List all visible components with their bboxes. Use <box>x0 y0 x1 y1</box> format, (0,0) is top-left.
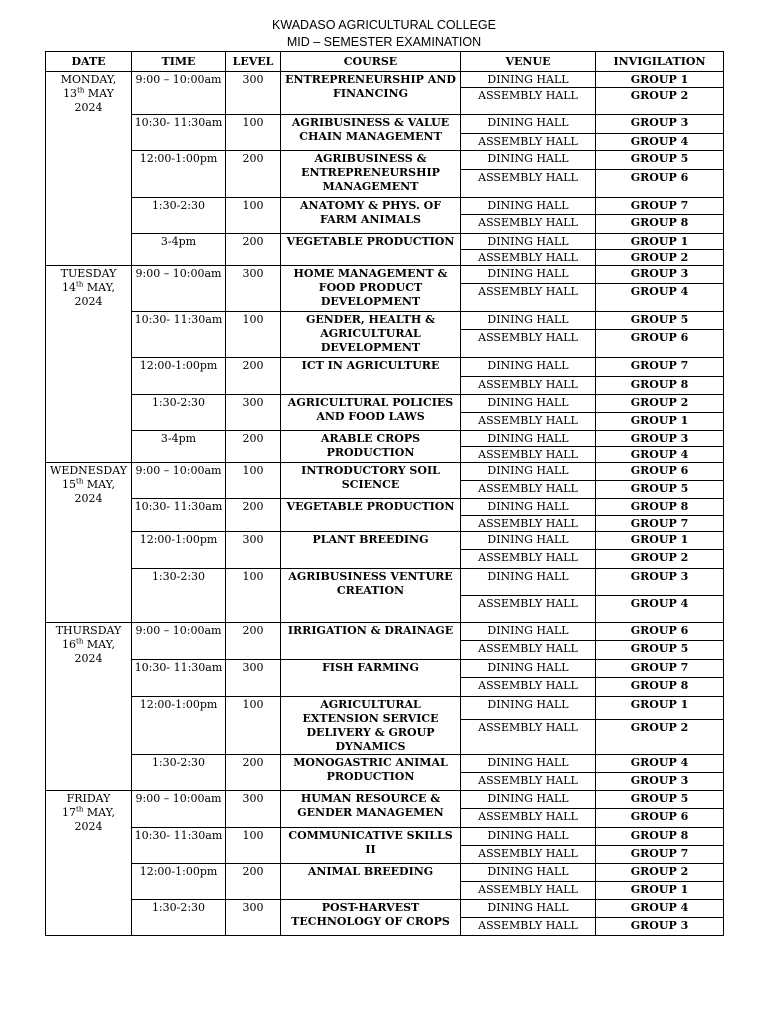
invigilation-cell: GROUP 7 <box>596 358 724 377</box>
venue-cell: DINING HALL <box>461 532 596 550</box>
date-month: MAY, <box>83 281 115 294</box>
date-suffix: th <box>76 637 84 646</box>
venue-cell: ASSEMBLY HALL <box>461 596 596 623</box>
table-row <box>46 358 724 377</box>
invigilation-cell: GROUP 4 <box>596 755 724 773</box>
table-row <box>46 864 724 882</box>
venue-cell: ASSEMBLY HALL <box>461 134 596 151</box>
invigilation-cell: GROUP 7 <box>596 846 724 864</box>
date-number: 15 <box>62 478 77 491</box>
date-suffix: th <box>77 86 85 95</box>
venue-cell: DINING HALL <box>461 755 596 773</box>
time-cell: 1:30-2:30 <box>132 900 226 936</box>
course-cell: COMMUNICATIVE SKILLS II <box>281 828 461 864</box>
date-cell <box>46 72 132 266</box>
invigilation-cell: GROUP 4 <box>596 134 724 151</box>
venue-cell: ASSEMBLY HALL <box>461 377 596 395</box>
venue-cell: DINING HALL <box>461 660 596 678</box>
level-cell: 100 <box>226 115 281 151</box>
venue-cell: DINING HALL <box>461 828 596 846</box>
course-cell: VEGETABLE PRODUCTION <box>281 499 461 532</box>
invigilation-cell: GROUP 1 <box>596 72 724 88</box>
venue-cell: DINING HALL <box>461 569 596 596</box>
day-name: WEDNESDAY <box>50 464 127 477</box>
time-cell: 12:00-1:00pm <box>132 532 226 569</box>
venue-cell: ASSEMBLY HALL <box>461 330 596 358</box>
date-year: 2024 <box>74 652 103 665</box>
venue-cell: ASSEMBLY HALL <box>461 641 596 660</box>
invigilation-cell: GROUP 3 <box>596 773 724 791</box>
venue-cell: DINING HALL <box>461 431 596 447</box>
invigilation-cell: GROUP 8 <box>596 828 724 846</box>
date-cell <box>46 623 132 791</box>
venue-cell: ASSEMBLY HALL <box>461 719 596 754</box>
time-cell: 12:00-1:00pm <box>132 697 226 755</box>
table-row <box>46 431 724 447</box>
column-header-date: DATE <box>46 52 132 72</box>
course-cell: ANIMAL BREEDING <box>281 864 461 900</box>
page-subtitle: MID – SEMESTER EXAMINATION <box>286 35 482 49</box>
exam-timetable <box>45 51 724 936</box>
time-cell: 9:00 – 10:00am <box>132 266 226 312</box>
time-cell: 9:00 – 10:00am <box>132 72 226 115</box>
table-row <box>46 697 724 720</box>
time-cell: 9:00 – 10:00am <box>132 791 226 828</box>
table-row <box>46 395 724 413</box>
venue-cell: ASSEMBLY HALL <box>461 809 596 828</box>
date-month: MAY, <box>83 478 115 491</box>
time-cell: 1:30-2:30 <box>132 395 226 431</box>
level-cell: 200 <box>226 623 281 660</box>
level-cell: 200 <box>226 358 281 395</box>
level-cell: 100 <box>226 198 281 234</box>
course-cell: AGRIBUSINESS & VALUE CHAIN MANAGEMENT <box>281 115 461 151</box>
date-number: 16 <box>62 638 77 651</box>
level-cell: 300 <box>226 900 281 936</box>
table-row <box>46 151 724 170</box>
day-name: TUESDAY <box>60 267 117 280</box>
table-row <box>46 660 724 678</box>
day-name: FRIDAY <box>66 792 111 805</box>
venue-cell: ASSEMBLY HALL <box>461 846 596 864</box>
level-cell: 100 <box>226 312 281 358</box>
level-cell: 200 <box>226 234 281 266</box>
venue-cell: DINING HALL <box>461 395 596 413</box>
venue-cell: ASSEMBLY HALL <box>461 773 596 791</box>
invigilation-cell: GROUP 3 <box>596 266 724 284</box>
time-cell: 3-4pm <box>132 234 226 266</box>
level-cell: 100 <box>226 463 281 499</box>
table-row <box>46 463 724 481</box>
course-cell: AGRICULTURAL POLICIES AND FOOD LAWS <box>281 395 461 431</box>
venue-cell: ASSEMBLY HALL <box>461 678 596 697</box>
venue-cell: DINING HALL <box>461 115 596 134</box>
date-suffix: th <box>76 805 84 814</box>
venue-cell: ASSEMBLY HALL <box>461 250 596 266</box>
table-row <box>46 623 724 641</box>
venue-cell: ASSEMBLY HALL <box>461 88 596 115</box>
invigilation-cell: GROUP 5 <box>596 481 724 499</box>
column-header-level: LEVEL <box>226 52 281 72</box>
level-cell: 200 <box>226 151 281 198</box>
course-cell: ICT IN AGRICULTURE <box>281 358 461 395</box>
time-cell: 3-4pm <box>132 431 226 463</box>
invigilation-cell: GROUP 7 <box>596 516 724 532</box>
invigilation-cell: GROUP 5 <box>596 151 724 170</box>
column-header-invigilation: INVIGILATION <box>596 52 724 72</box>
table-row <box>46 312 724 330</box>
date-number: 13 <box>63 87 78 100</box>
day-date <box>48 638 129 652</box>
venue-cell: DINING HALL <box>461 499 596 516</box>
venue-cell: ASSEMBLY HALL <box>461 550 596 569</box>
date-number: 17 <box>62 806 77 819</box>
table-row <box>46 532 724 550</box>
invigilation-cell: GROUP 2 <box>596 250 724 266</box>
course-cell: GENDER, HEALTH & AGRICULTURAL DEVELOPMENT <box>281 312 461 358</box>
invigilation-cell: GROUP 1 <box>596 532 724 550</box>
invigilation-cell: GROUP 1 <box>596 234 724 250</box>
course-cell: HUMAN RESOURCE & GENDER MANAGEMEN <box>281 791 461 828</box>
invigilation-cell: GROUP 1 <box>596 882 724 900</box>
invigilation-cell: GROUP 8 <box>596 499 724 516</box>
invigilation-cell: GROUP 2 <box>596 88 724 115</box>
day-name: MONDAY, <box>60 73 117 86</box>
invigilation-cell: GROUP 2 <box>596 550 724 569</box>
venue-cell: DINING HALL <box>461 358 596 377</box>
invigilation-cell: GROUP 4 <box>596 596 724 623</box>
venue-cell: DINING HALL <box>461 234 596 250</box>
course-cell: AGRICULTURAL EXTENSION SERVICE DELIVERY & GROUP DYNAMICS <box>281 697 461 755</box>
level-cell: 100 <box>226 569 281 623</box>
invigilation-cell: GROUP 6 <box>596 809 724 828</box>
time-cell: 1:30-2:30 <box>132 569 226 623</box>
invigilation-cell: GROUP 6 <box>596 463 724 481</box>
invigilation-cell: GROUP 5 <box>596 791 724 809</box>
invigilation-cell: GROUP 1 <box>596 413 724 431</box>
date-month: MAY, <box>83 806 115 819</box>
invigilation-cell: GROUP 2 <box>596 864 724 882</box>
course-cell: HOME MANAGEMENT & FOOD PRODUCT DEVELOPMENT <box>281 266 461 312</box>
level-cell: 300 <box>226 660 281 697</box>
level-cell: 200 <box>226 499 281 532</box>
date-suffix: th <box>76 477 84 486</box>
venue-cell: ASSEMBLY HALL <box>461 413 596 431</box>
venue-cell: ASSEMBLY HALL <box>461 882 596 900</box>
table-row <box>46 266 724 284</box>
column-header-venue: VENUE <box>461 52 596 72</box>
invigilation-cell: GROUP 3 <box>596 918 724 936</box>
venue-cell: ASSEMBLY HALL <box>461 170 596 198</box>
date-year: 2024 <box>74 492 103 505</box>
course-cell: VEGETABLE PRODUCTION <box>281 234 461 266</box>
day-date <box>48 806 129 820</box>
date-month: MAY, <box>83 638 115 651</box>
invigilation-cell: GROUP 4 <box>596 900 724 918</box>
table-row <box>46 198 724 215</box>
level-cell: 300 <box>226 266 281 312</box>
level-cell: 200 <box>226 864 281 900</box>
invigilation-cell: GROUP 8 <box>596 377 724 395</box>
invigilation-cell: GROUP 3 <box>596 569 724 596</box>
invigilation-cell: GROUP 2 <box>596 395 724 413</box>
table-row <box>46 791 724 809</box>
venue-cell: ASSEMBLY HALL <box>461 284 596 312</box>
time-cell: 10:30- 11:30am <box>132 660 226 697</box>
venue-cell: DINING HALL <box>461 463 596 481</box>
venue-cell: DINING HALL <box>461 266 596 284</box>
course-cell: ARABLE CROPS PRODUCTION <box>281 431 461 463</box>
invigilation-cell: GROUP 8 <box>596 215 724 234</box>
date-cell <box>46 266 132 463</box>
invigilation-cell: GROUP 6 <box>596 623 724 641</box>
invigilation-cell: GROUP 4 <box>596 447 724 463</box>
venue-cell: DINING HALL <box>461 312 596 330</box>
course-cell: INTRODUCTORY SOIL SCIENCE <box>281 463 461 499</box>
time-cell: 10:30- 11:30am <box>132 115 226 151</box>
venue-cell: DINING HALL <box>461 198 596 215</box>
date-year: 2024 <box>74 295 103 308</box>
venue-cell: DINING HALL <box>461 623 596 641</box>
day-date <box>48 281 129 295</box>
course-cell: MONOGASTRIC ANIMAL PRODUCTION <box>281 755 461 791</box>
table-row <box>46 234 724 250</box>
level-cell: 300 <box>226 395 281 431</box>
invigilation-cell: GROUP 4 <box>596 284 724 312</box>
invigilation-cell: GROUP 5 <box>596 312 724 330</box>
table-row <box>46 499 724 516</box>
time-cell: 1:30-2:30 <box>132 755 226 791</box>
column-header-time: TIME <box>132 52 226 72</box>
venue-cell: DINING HALL <box>461 151 596 170</box>
level-cell: 300 <box>226 532 281 569</box>
venue-cell: ASSEMBLY HALL <box>461 215 596 234</box>
venue-cell: ASSEMBLY HALL <box>461 447 596 463</box>
date-cell <box>46 463 132 623</box>
invigilation-cell: GROUP 6 <box>596 330 724 358</box>
time-cell: 10:30- 11:30am <box>132 312 226 358</box>
course-cell: AGRIBUSINESS & ENTREPRENEURSHIP MANAGEMENT <box>281 151 461 198</box>
course-cell: ANATOMY & PHYS. OF FARM ANIMALS <box>281 198 461 234</box>
level-cell: 100 <box>226 697 281 755</box>
header-row <box>46 52 724 72</box>
time-cell: 10:30- 11:30am <box>132 828 226 864</box>
table-row <box>46 828 724 846</box>
invigilation-cell: GROUP 3 <box>596 431 724 447</box>
day-date <box>48 478 129 492</box>
invigilation-cell: GROUP 1 <box>596 697 724 720</box>
venue-cell: DINING HALL <box>461 72 596 88</box>
column-header-course: COURSE <box>281 52 461 72</box>
date-year: 2024 <box>74 820 103 833</box>
course-cell: FISH FARMING <box>281 660 461 697</box>
page-title: KWADASO AGRICULTURAL COLLEGE <box>272 18 496 32</box>
table-row <box>46 900 724 918</box>
level-cell: 200 <box>226 755 281 791</box>
time-cell: 12:00-1:00pm <box>132 151 226 198</box>
table-row <box>46 115 724 134</box>
date-year: 2024 <box>74 101 103 114</box>
table-row <box>46 755 724 773</box>
table-row <box>46 569 724 596</box>
invigilation-cell: GROUP 5 <box>596 641 724 660</box>
level-cell: 200 <box>226 431 281 463</box>
course-cell: IRRIGATION & DRAINAGE <box>281 623 461 660</box>
invigilation-cell: GROUP 3 <box>596 115 724 134</box>
invigilation-cell: GROUP 6 <box>596 170 724 198</box>
date-number: 14 <box>62 281 77 294</box>
level-cell: 300 <box>226 791 281 828</box>
venue-cell: ASSEMBLY HALL <box>461 481 596 499</box>
course-cell: PLANT BREEDING <box>281 532 461 569</box>
course-cell: ENTREPRENEURSHIP AND FINANCING <box>281 72 461 115</box>
venue-cell: DINING HALL <box>461 864 596 882</box>
venue-cell: DINING HALL <box>461 791 596 809</box>
time-cell: 1:30-2:30 <box>132 198 226 234</box>
time-cell: 12:00-1:00pm <box>132 358 226 395</box>
day-name: THURSDAY <box>55 624 122 637</box>
time-cell: 9:00 – 10:00am <box>132 623 226 660</box>
date-cell <box>46 791 132 936</box>
time-cell: 9:00 – 10:00am <box>132 463 226 499</box>
venue-cell: ASSEMBLY HALL <box>461 918 596 936</box>
level-cell: 300 <box>226 72 281 115</box>
invigilation-cell: GROUP 8 <box>596 678 724 697</box>
venue-cell: DINING HALL <box>461 697 596 720</box>
invigilation-cell: GROUP 7 <box>596 660 724 678</box>
venue-cell: DINING HALL <box>461 900 596 918</box>
date-suffix: th <box>76 280 84 289</box>
course-cell: AGRIBUSINESS VENTURE CREATION <box>281 569 461 623</box>
table-row <box>46 72 724 88</box>
course-cell: POST-HARVEST TECHNOLOGY OF CROPS <box>281 900 461 936</box>
invigilation-cell: GROUP 7 <box>596 198 724 215</box>
invigilation-cell: GROUP 2 <box>596 719 724 754</box>
level-cell: 100 <box>226 828 281 864</box>
time-cell: 12:00-1:00pm <box>132 864 226 900</box>
time-cell: 10:30- 11:30am <box>132 499 226 532</box>
date-month: MAY <box>84 87 114 100</box>
venue-cell: ASSEMBLY HALL <box>461 516 596 532</box>
day-date <box>48 87 129 101</box>
